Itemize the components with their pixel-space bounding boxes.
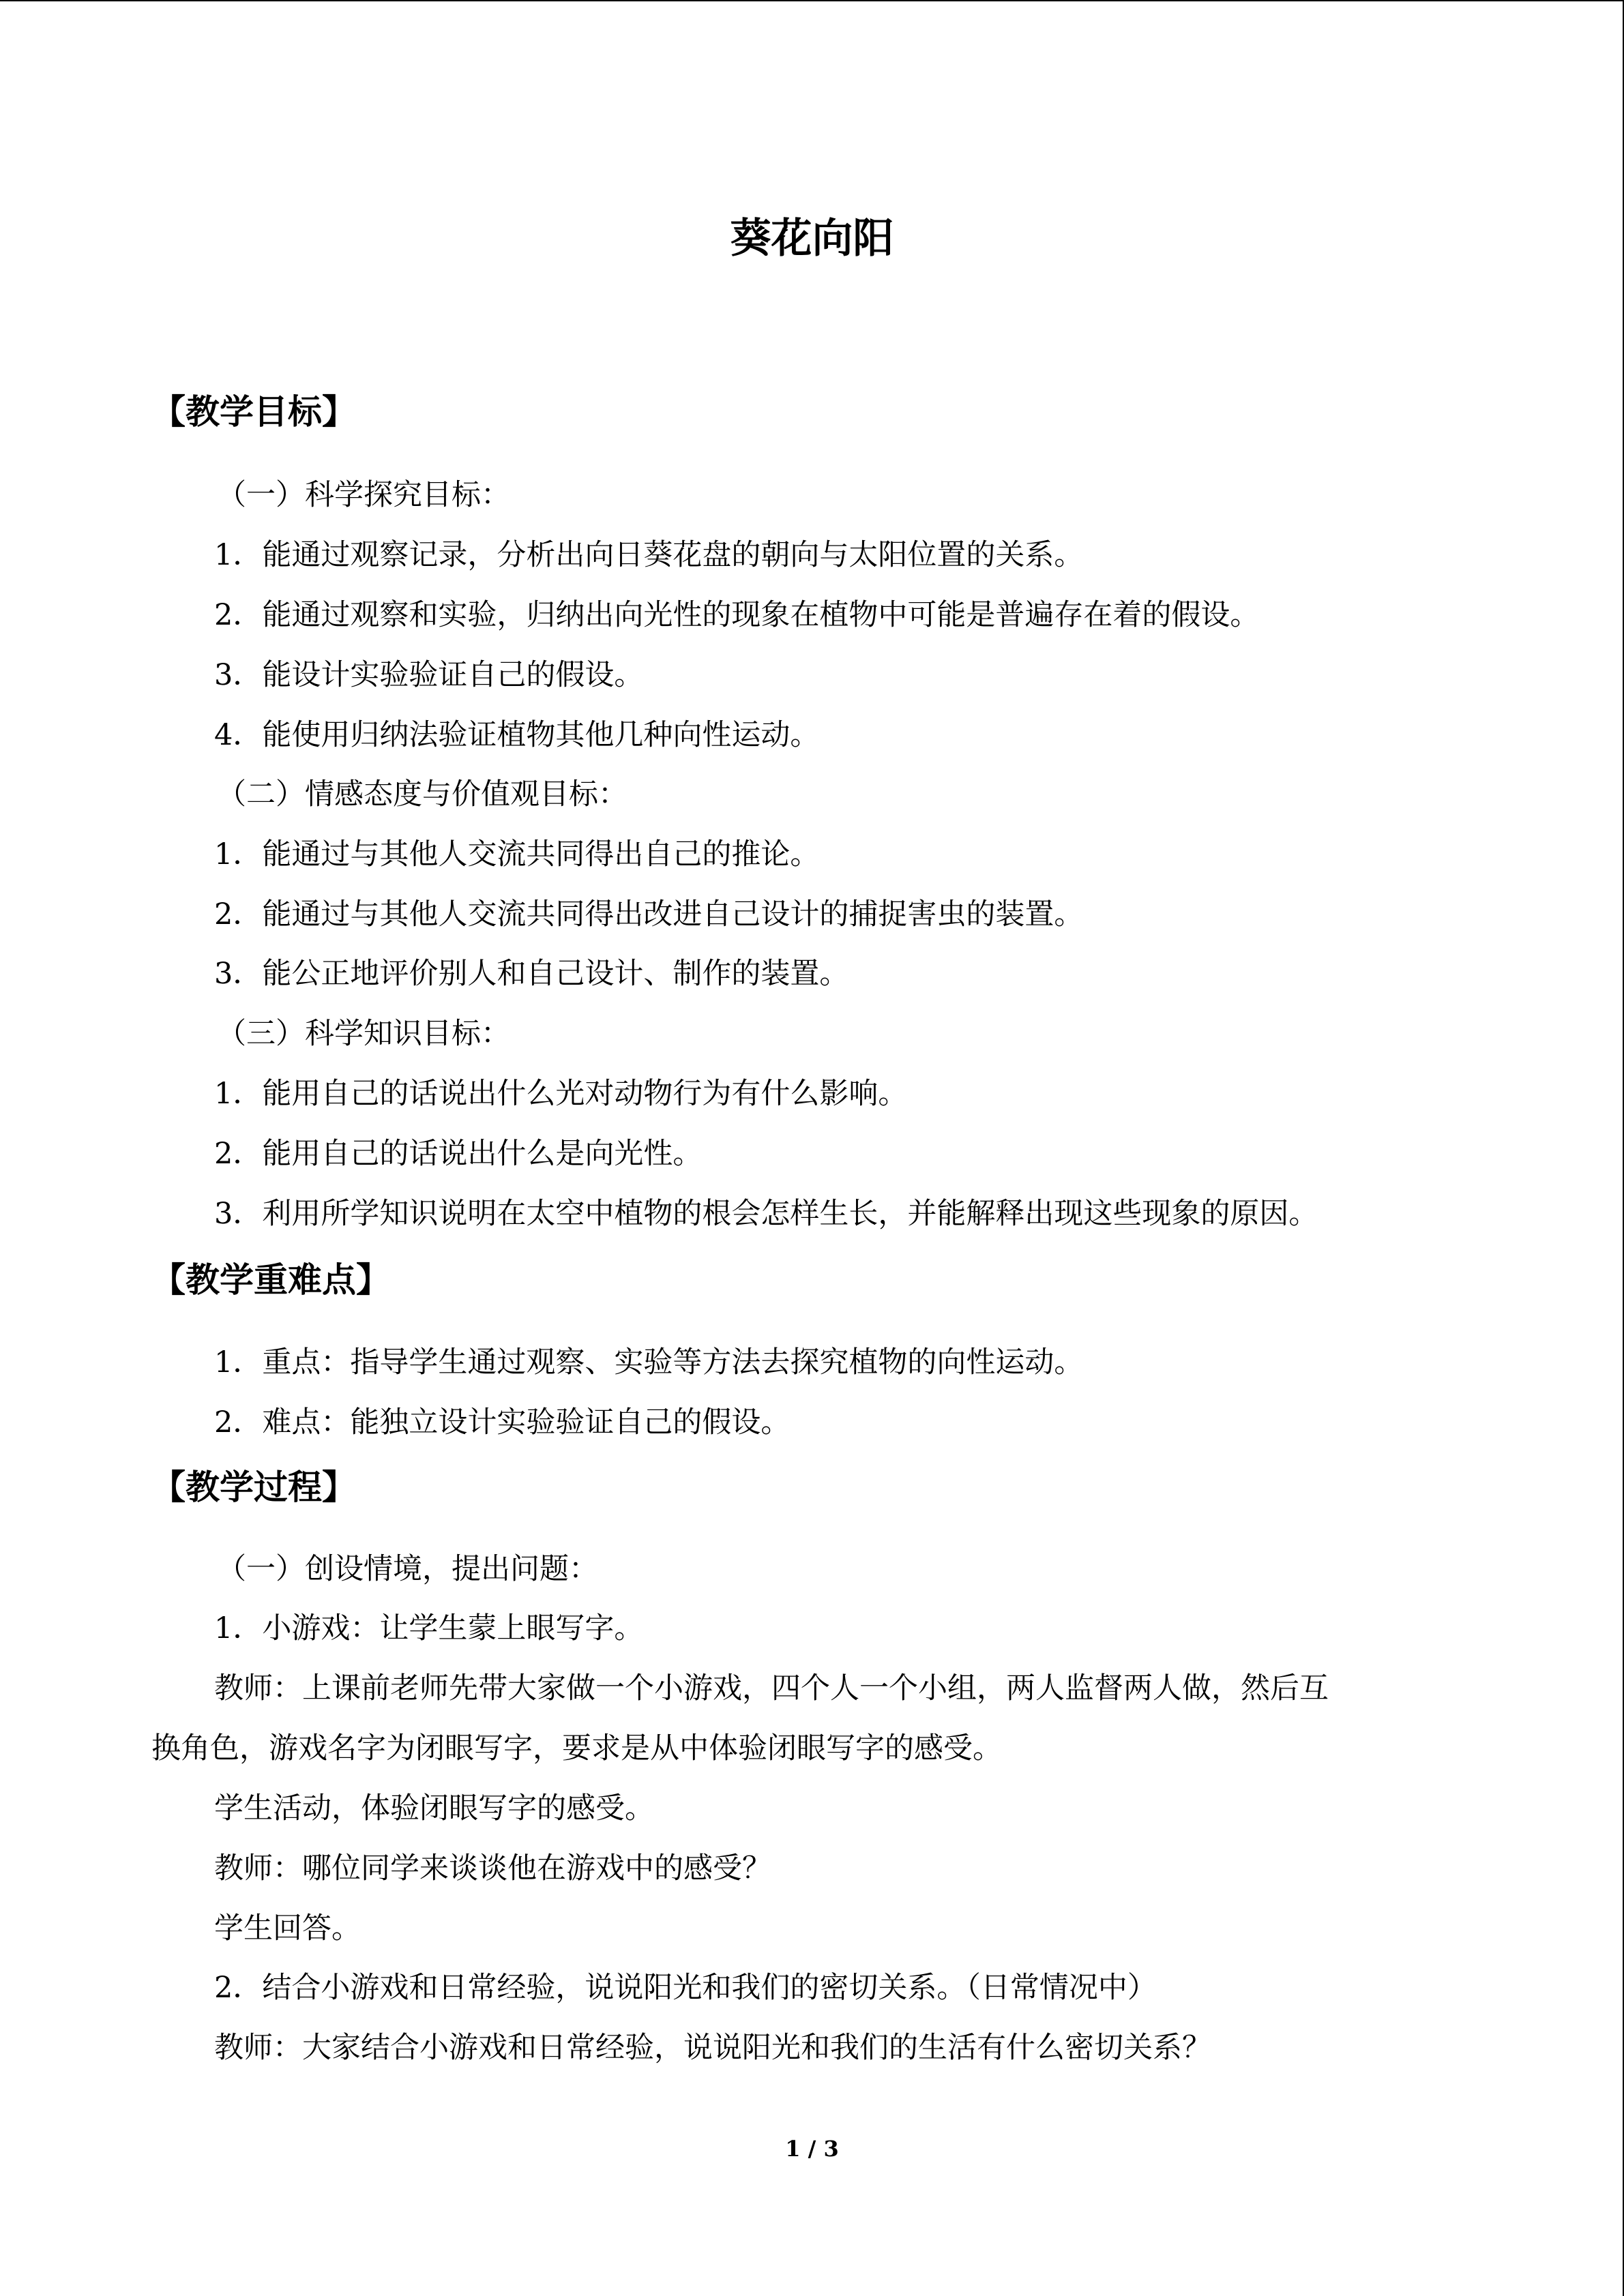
process-line: 学生回答。 xyxy=(214,1911,361,1945)
process-line: 教师：哪位同学来谈谈他在游戏中的感受？ xyxy=(214,1851,771,1885)
key-point-item: 1．重点：指导学生通过观察、实验等方法去探究植物的向性运动。 xyxy=(214,1345,1084,1380)
process-line: 教师：上课前老师先带大家做一个小游戏，四个人一个小组，两人监督两人做，然后互 xyxy=(214,1671,1329,1705)
objective-subheading: （三）科学知识目标： xyxy=(217,1017,510,1051)
objective-item: 2．能通过观察和实验，归纳出向光性的现象在植物中可能是普遍存在着的假设。 xyxy=(214,598,1260,632)
objective-subheading: （一）科学探究目标： xyxy=(217,478,510,512)
page-number: 1 / 3 xyxy=(785,2136,839,2162)
section-heading-key-points: 【教学重难点】 xyxy=(151,1260,390,1300)
objective-item: 1．能用自己的话说出什么光对动物行为有什么影响。 xyxy=(214,1077,908,1111)
document-title: 葵花向阳 xyxy=(730,215,894,263)
process-line: 2．结合小游戏和日常经验，说说阳光和我们的密切关系。（日常情况中） xyxy=(214,1971,1157,2005)
process-line: 教师：大家结合小游戏和日常经验，说说阳光和我们的生活有什么密切关系？ xyxy=(214,2031,1211,2065)
objective-item: 1．能通过与其他人交流共同得出自己的推论。 xyxy=(214,837,820,871)
objective-item: 2．能用自己的话说出什么是向光性。 xyxy=(214,1137,703,1171)
process-line: 学生活动，体验闭眼写字的感受。 xyxy=(214,1791,654,1825)
objective-item: 3．能公正地评价别人和自己设计、制作的装置。 xyxy=(214,957,849,991)
objective-item: 1．能通过观察记录，分析出向日葵花盘的朝向与太阳位置的关系。 xyxy=(214,538,1084,572)
section-heading-process: 【教学过程】 xyxy=(151,1467,356,1507)
key-point-item: 2．难点：能独立设计实验验证自己的假设。 xyxy=(214,1405,791,1440)
objective-item: 3．能设计实验验证自己的假设。 xyxy=(214,658,644,692)
objective-subheading: （二）情感态度与价值观目标： xyxy=(217,777,628,811)
objective-item: 3．利用所学知识说明在太空中植物的根会怎样生长，并能解释出现这些现象的原因。 xyxy=(214,1197,1318,1231)
objective-item: 2．能通过与其他人交流共同得出改进自己设计的捕捉害虫的装置。 xyxy=(214,897,1084,931)
process-line: 换角色，游戏名字为闭眼写字，要求是从中体验闭眼写字的感受。 xyxy=(151,1731,1002,1765)
process-subheading: （一）创设情境，提出问题： xyxy=(217,1552,598,1586)
process-line: 1．小游戏：让学生蒙上眼写字。 xyxy=(214,1611,644,1645)
objective-item: 4．能使用归纳法验证植物其他几种向性运动。 xyxy=(214,718,820,752)
section-heading-objectives: 【教学目标】 xyxy=(151,392,356,432)
